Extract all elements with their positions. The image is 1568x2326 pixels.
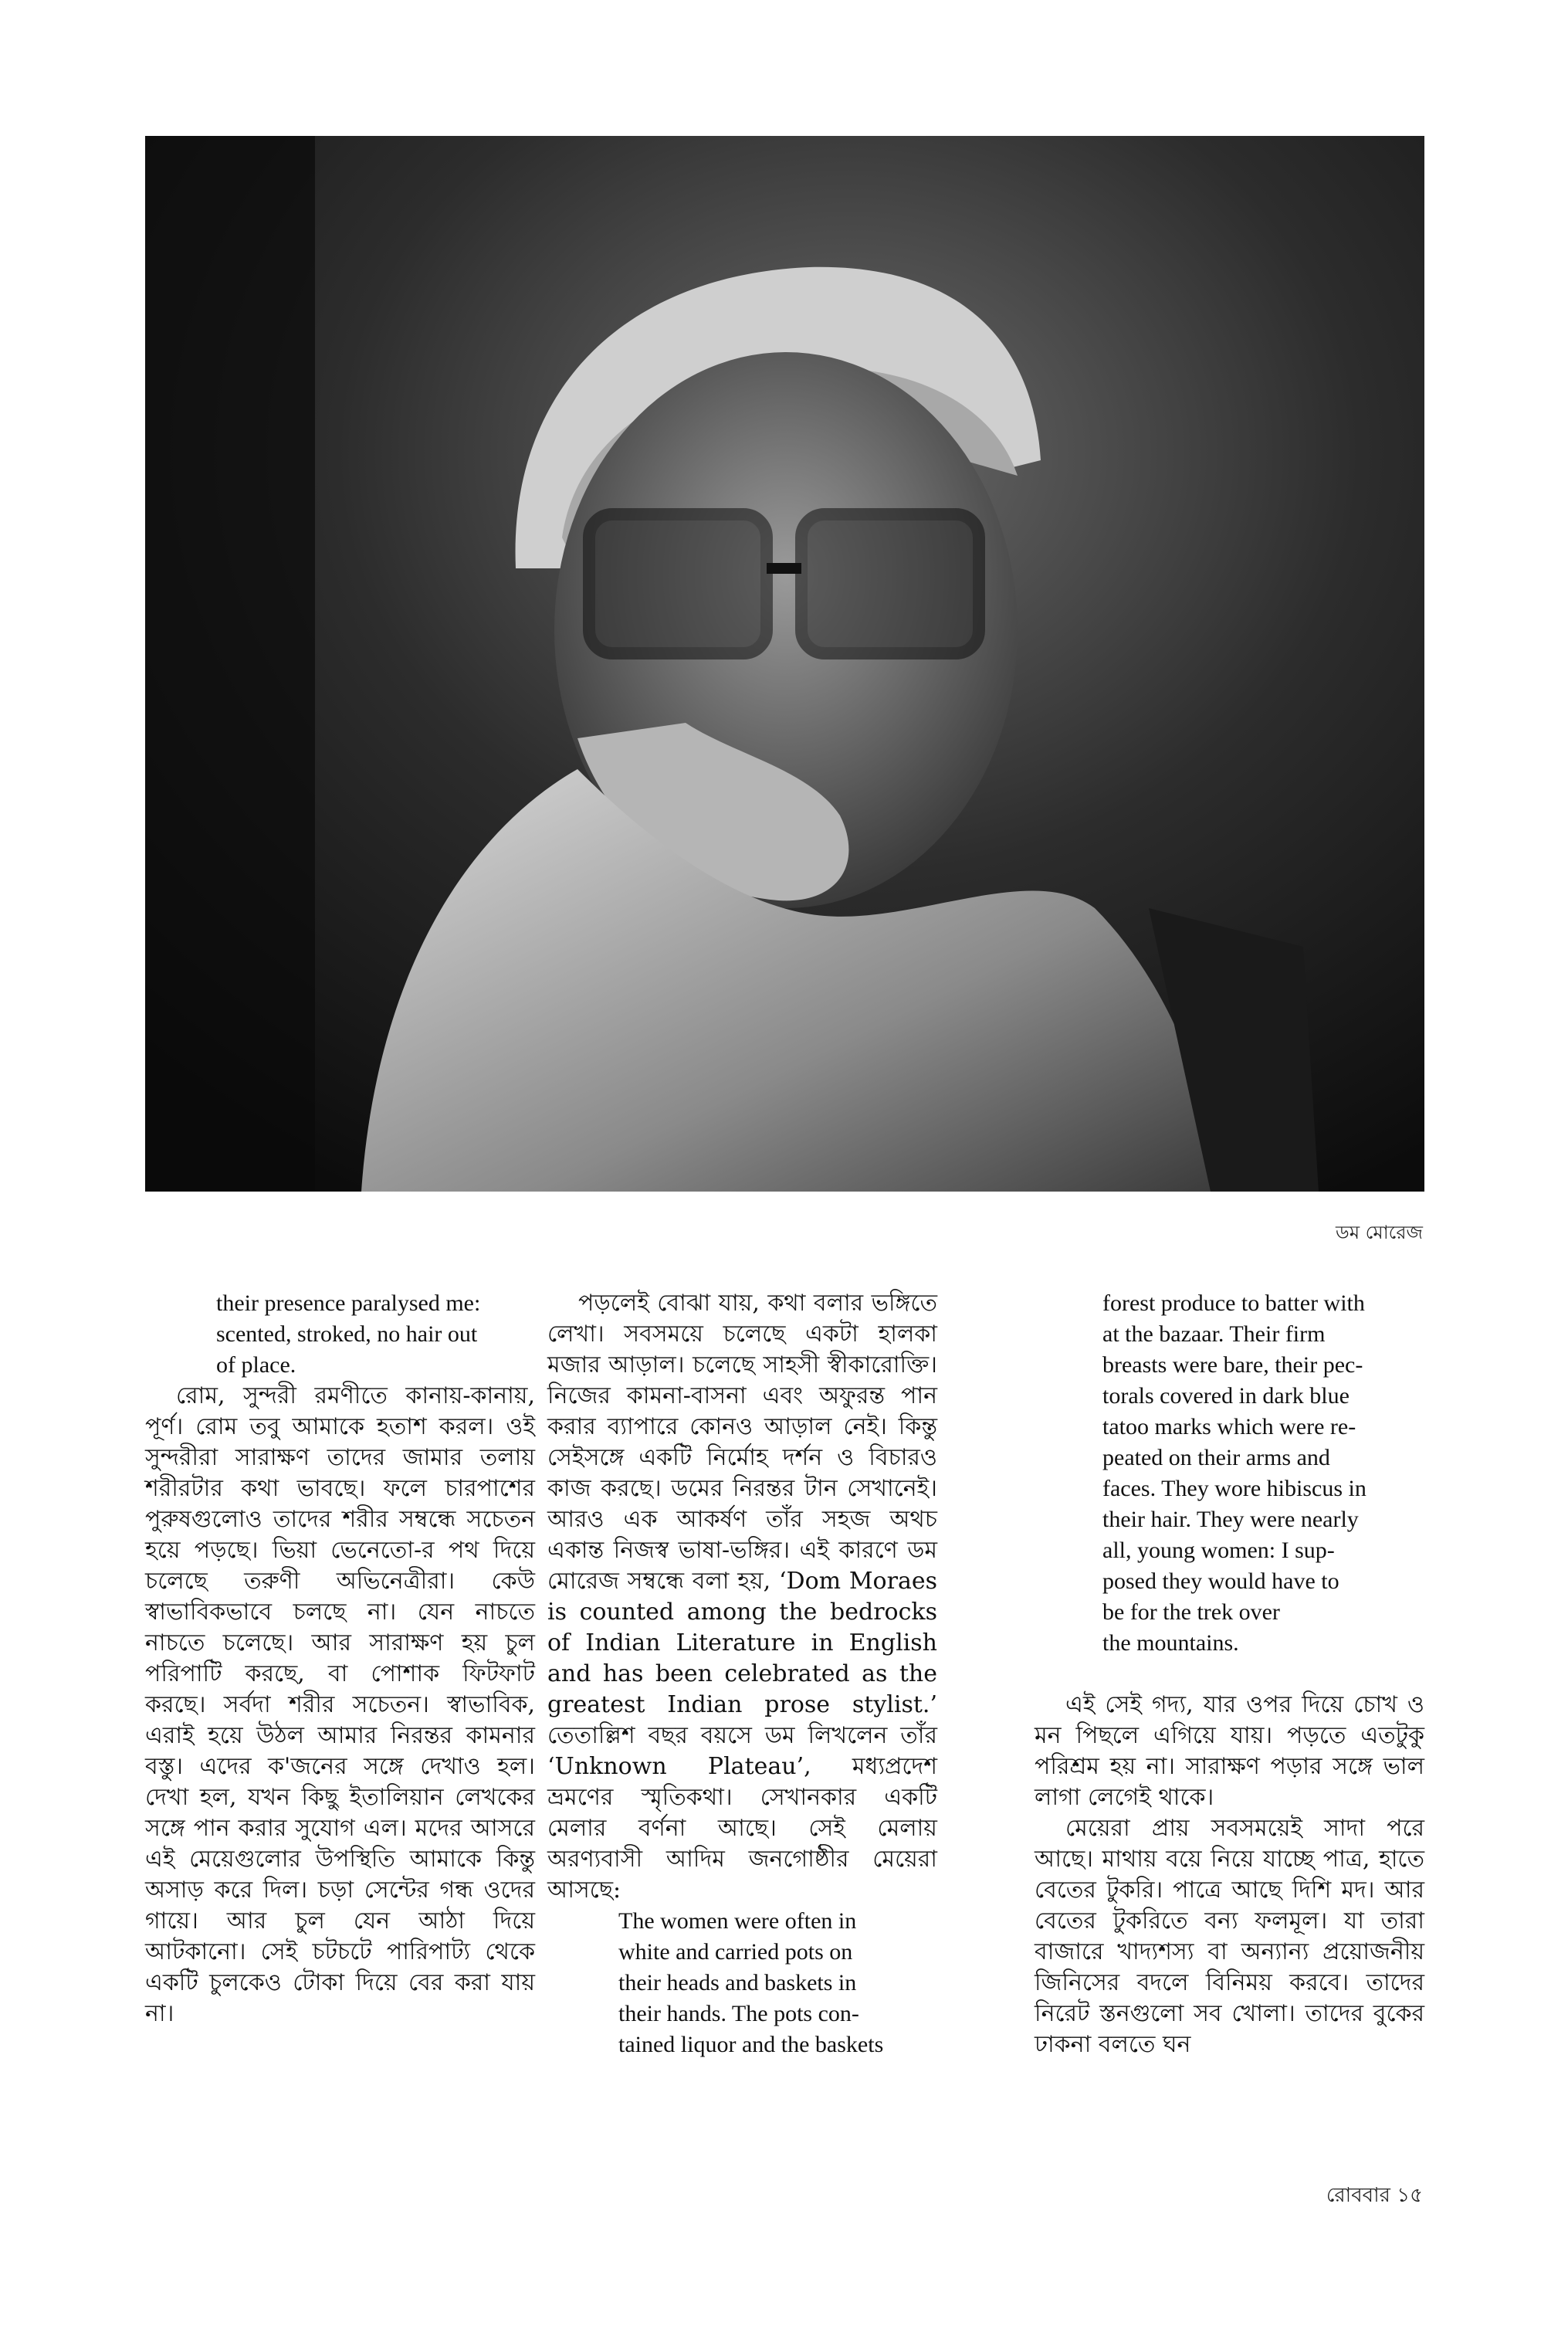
text-column-1 [145,1288,535,2029]
text-column-2 [547,1288,937,2060]
quote-line: their hands. The pots con- [618,2001,859,2026]
quote-line: their hair. They were nearly [1102,1507,1359,1532]
english-quote-1 [216,1288,535,1381]
portrait-illustration [145,136,1424,1192]
quote-line: their heads and baskets in [618,1970,857,1995]
english-quote-2 [618,1906,937,2060]
quote-line: their presence paralysed me: [216,1290,481,1316]
quote-line: at the bazaar. Their firm [1102,1321,1326,1347]
quote-line: scented, stroked, no hair out [216,1321,478,1347]
quote-line: tained liquor and the baskets [618,2032,884,2057]
text-column-3 [1035,1288,1424,2060]
quote-line: white and carried pots on [618,1939,853,1965]
quote-line: be for the trek over [1102,1599,1280,1625]
paragraph-gap [1035,1659,1424,1690]
english-quote-3 [1102,1288,1424,1659]
quote-line: all, young women: I sup- [1102,1538,1335,1563]
quote-line: the mountains. [1102,1630,1239,1656]
body-paragraph: পড়লেই বোঝা যায়, কথা বলার ভঙ্গিতে লেখা। সবসময়ে চলেছে একটা হালকা মজার আড়াল। চলেছে সাহসী স্বীকারোক্তি। নিজের কামনা-বাসনা এবং অফুরন্ত পান করার ব্যাপারে কোনও আড়াল নেই। কিন্তু সেইসঙ্গে একটি নির্মোহ দর্শন ও বিচারও কাজ করছে। ডমের নিরন্তর টান সেখানেই। আরও এক আকর্ষণ তাঁর সহজ অথচ একান্ত নিজস্ব ভাষা-ভঙ্গির। এই কারণে ডম মোরেজ সম্বন্ধে বলা হয়, ‘Dom Moraes is counted among the bedrocks of Indian Literature in English and has been celebrated as the greatest Indian prose stylist.’ তেতাল্লিশ বছর বয়সে ডম লিখলেন তাঁর ‘Unknown Plateau’, মধ্যপ্রদেশ ভ্রমণের স্মৃতিকথা। সেখানকার একটি মেলার বর্ণনা আছে। সেই মেলায় অরণ্যবাসী আদিম জনগোষ্ঠীর মেয়েরা আসছে: [547,1290,937,1904]
quote-line: The women were often in [618,1908,857,1934]
quote-line: peated on their arms and [1102,1445,1330,1470]
page-folio: রোববার ১৫ [1326,2184,1423,2207]
quote-line: torals covered in dark blue [1102,1383,1350,1409]
quote-line: posed they would have to [1102,1568,1339,1594]
quote-line: breasts were bare, their pec- [1102,1352,1363,1378]
body-paragraph: এই সেই গদ্য, যার ওপর দিয়ে চোখ ও মন পিছলে এগিয়ে যায়। পড়তে এতটুকু পরিশ্রম হয় না। সারাক্ষণ পড়ার সঙ্গে ভাল লাগা লেগেই থাকে। [1035,1691,1424,1811]
body-paragraph: মেয়েরা প্রায় সবসময়েই সাদা পরে আছে। মাথায় বয়ে নিয়ে যাচ্ছে পাত্র, হাতে বেতের টুকরি। পাত্রে আছে দিশি মদ। আর বেতের টুকরিতে বন্য ফলমূল। যা তারা বাজারে খাদ্যশস্য বা অন্যান্য প্রয়োজনীয় জিনিসের বদলে বিনিময় করবে। তাদের নিরেট স্তনগুলো সব খোলা। তাদের বুকের ঢাকনা বলতে ঘন [1035,1815,1424,2058]
quote-line: tatoo marks which were re- [1102,1414,1356,1439]
body-paragraph: রোম, সুন্দরী রমণীতে কানায়-কানায়, পূর্ণ। রোম তবু আমাকে হতাশ করল। ওই সুন্দরীরা সারাক্ষণ তাদের জামার তলায় শরীরটার কথা ভাবছে। ফলে চারপাশের পুরুষগুলোও তাদের শরীর সম্বন্ধে সচেতন হয়ে পড়ছে। ভিয়া ভেনেতো-র পথ দিয়ে চলেছে তরুণী অভিনেত্রীরা। কেউ স্বাভাবিকভাবে চলছে না। যেন নাচতে নাচতে চলেছে। আর সারাক্ষণ হয় চুল পরিপাটি করছে, বা পোশাক ফিটফাট করছে। সর্বদা শরীর সচেতন। স্বাভাবিক, এরাই হয়ে উঠল আমার নিরন্তর কামনার বস্তু। এদের ক'জনের সঙ্গে দেখাও হল। দেখা হল, যখন কিছু ইতালিয়ান লেখকের সঙ্গে পান করার সুযোগ এল। মদের আসরে এই মেয়েগুলোর উপস্থিতি আমাকে কিন্তু অসাড় করে দিল। চড়া সেন্টের গন্ধ ওদের গায়ে। আর চুল যেন আঠা দিয়ে আটকানো। সেই চটচটে পারিপাট্য থেকে একটি চুলকেও টোকা দিয়ে বের করা যায় না। [145,1382,536,2027]
quote-line: of place. [216,1352,296,1378]
quote-line: forest produce to batter with [1102,1290,1365,1316]
portrait-photo [145,136,1424,1192]
quote-line: faces. They wore hibiscus in [1102,1476,1366,1501]
photo-caption: ডম মোরেজ [1336,1222,1423,1243]
